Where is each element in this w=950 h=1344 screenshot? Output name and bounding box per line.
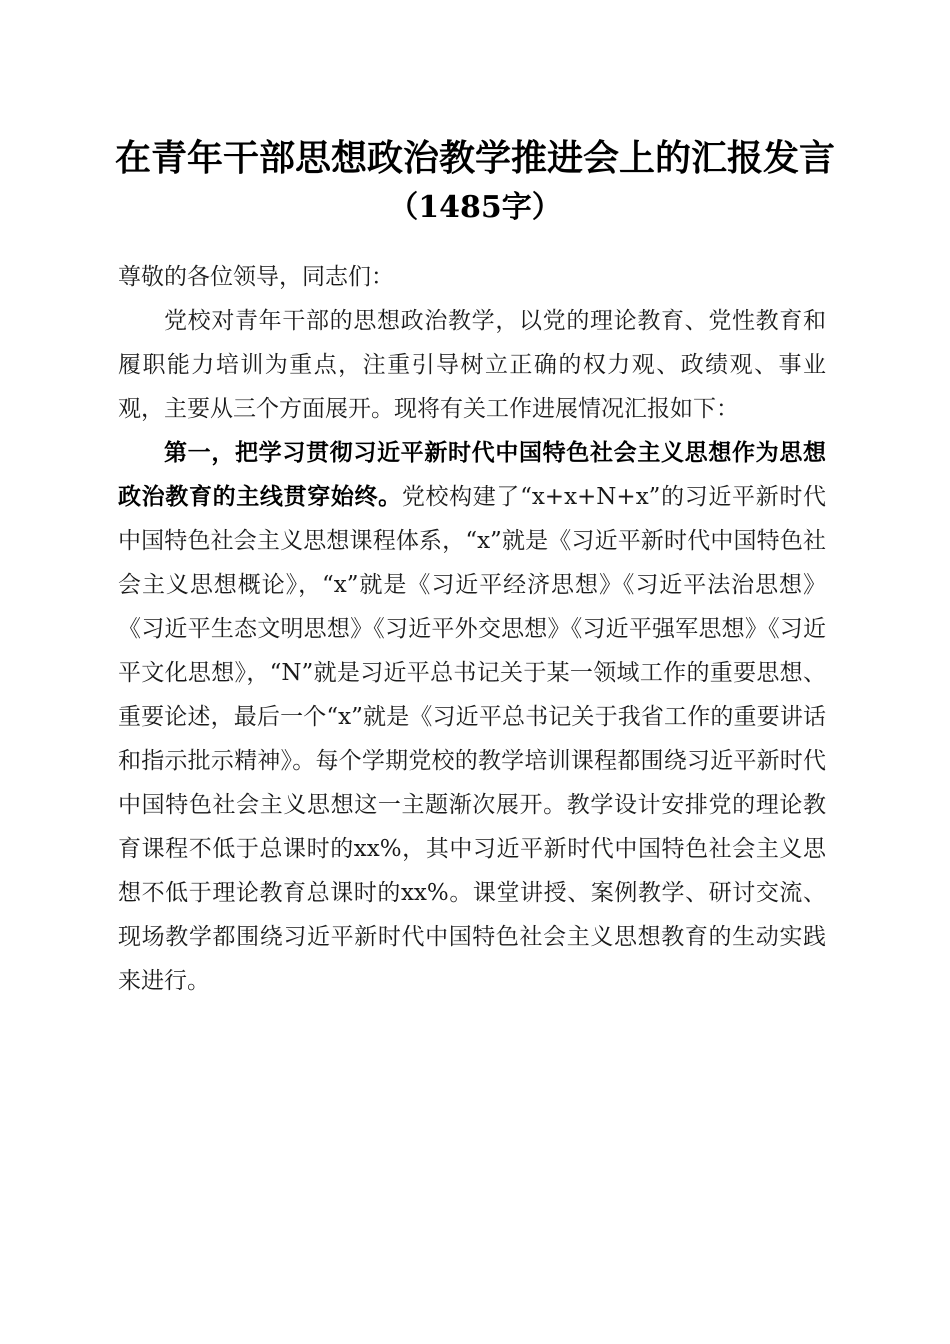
paragraph-first-point-body: 党校构建了“x+x+N+x”的习近平新时代中国特色社会主义思想课程体系，“x”就是《习近平新时代中国特色社会主义思想概论》，“x”就是《习近平经济思想》《习近平法治思想》《习近平生态文明思想》《习近平外交思想》《习近平强军思想》《习近平文化思想》，“N”就是习近平总书记关于某一领域工作的重要思想、重要论述，最后一个“x”就是《习近平总书记关于我省工作的重要讲话和指示批示精神》。每个学期党校的教学培训课程都围绕习近平新时代中国特色社会主义思想这一主题渐次展开。教学设计安排党的理论教育课程不低于总课时的xx%，其中习近平新时代中国特色社会主义思想不低于理论教育总课时的xx%。课堂讲授、案例教学、研讨交流、现场教学都围绕习近平新时代中国特色社会主义思想教育的生动实践来进行。 — [118, 484, 826, 994]
paragraph-first-point — [118, 431, 826, 1003]
salutation: 尊敬的各位领导，同志们： — [118, 264, 394, 290]
paragraph-first-point-heading: 第一，把学习贯彻习近平新时代中国特色社会主义思想作为思想政治教育的主线贯穿始终。 — [118, 439, 826, 510]
document-body — [118, 255, 826, 1003]
document-word-count: （1485字） — [388, 190, 562, 225]
document-title-block — [80, 133, 870, 233]
paragraph-intro: 党校对青年干部的思想政治教学，以党的理论教育、党性教育和履职能力培训为重点，注重引导树立正确的权力观、政绩观、事业观，主要从三个方面展开。现将有关工作进展情况汇报如下： — [118, 308, 826, 422]
document-title: 在青年干部思想政治教学推进会上的汇报发言 — [114, 137, 835, 179]
